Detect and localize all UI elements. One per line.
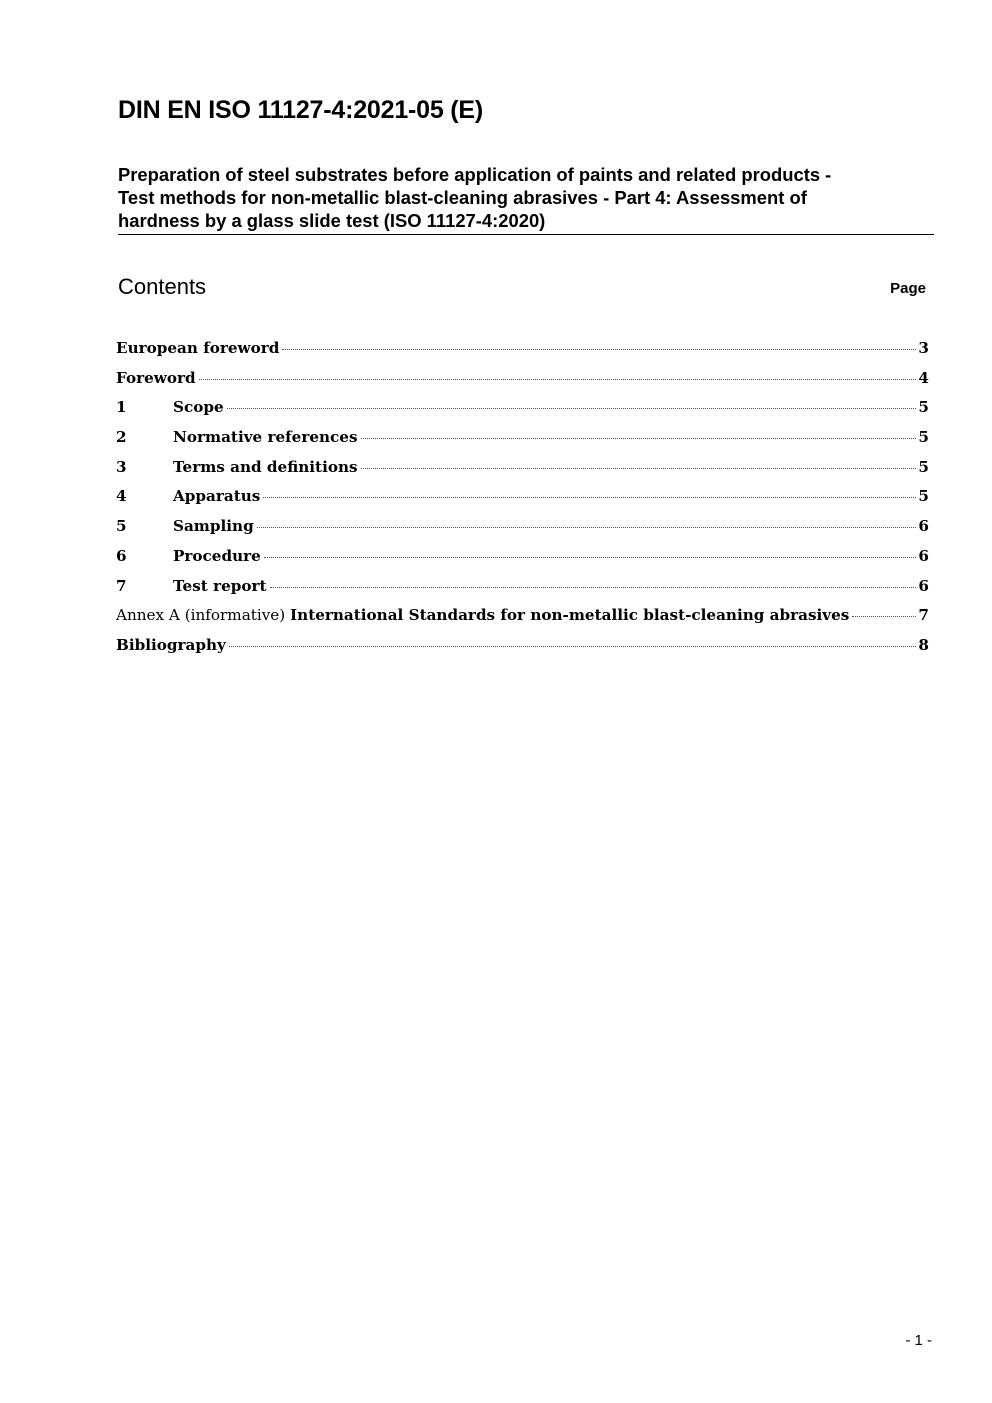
document-title-line: hardness by a glass slide test (ISO 11127-4:2020) xyxy=(118,210,546,231)
document-id: DIN EN ISO 11127-4:2021-05 (E) xyxy=(118,96,484,124)
toc-dot-leader xyxy=(264,557,917,558)
toc-entry[interactable] xyxy=(116,545,929,575)
toc-entry-title: Bibliography xyxy=(116,635,226,654)
toc-entry-title: Foreword xyxy=(116,368,196,387)
toc-entry-number: 3 xyxy=(116,457,127,476)
toc-entry-page: 3 xyxy=(918,339,929,357)
toc-dot-leader xyxy=(263,497,916,498)
toc-entry-annex-prefix: Annex A (informative) xyxy=(116,606,291,625)
page-column-label: Page xyxy=(890,280,926,297)
toc-entry[interactable] xyxy=(116,456,929,486)
toc-dot-leader xyxy=(361,468,917,469)
toc-dot-leader xyxy=(361,438,917,439)
toc-dot-leader xyxy=(282,349,916,350)
toc-entry-page: 8 xyxy=(918,635,929,654)
toc-dot-leader xyxy=(227,408,917,409)
toc-dot-leader xyxy=(257,527,917,528)
toc-entry-number: 5 xyxy=(116,517,127,536)
toc-entry[interactable] xyxy=(116,634,929,664)
toc-dot-leader xyxy=(852,616,916,617)
toc-entry[interactable] xyxy=(116,337,929,367)
toc-entry-page: 5 xyxy=(918,457,929,476)
document-title-line: Preparation of steel substrates before application of paints and related products - xyxy=(118,164,832,185)
document-title xyxy=(118,163,934,235)
toc-entry-title xyxy=(116,604,849,626)
toc-entry-number: 4 xyxy=(116,487,127,506)
toc-entry-page: 7 xyxy=(918,606,929,625)
toc-entry-page: 5 xyxy=(918,428,929,447)
toc-entry-annex-title: International Standards for non-metallic blast-cleaning abrasives xyxy=(290,606,850,625)
toc-entry-title: Sampling xyxy=(173,517,254,536)
toc-entry-page: 5 xyxy=(918,487,929,506)
toc-entry-title: Apparatus xyxy=(173,487,261,506)
toc-entry[interactable] xyxy=(116,575,929,605)
toc-entry-page: 4 xyxy=(918,368,929,387)
toc-entry-number: 1 xyxy=(116,398,127,417)
toc-dot-leader xyxy=(229,646,917,647)
toc-entry-title: Normative references xyxy=(173,428,358,447)
toc-entry-page: 6 xyxy=(918,546,929,565)
table-of-contents xyxy=(116,337,929,664)
toc-entry[interactable] xyxy=(116,515,929,545)
document-title-line: Test methods for non-metallic blast-cleaning abrasives - Part 4: Assessment of xyxy=(118,187,807,208)
toc-entry[interactable] xyxy=(116,396,929,426)
toc-entry-page: 5 xyxy=(918,398,929,417)
toc-entry-title: Scope xyxy=(173,398,224,417)
toc-entry[interactable] xyxy=(116,426,929,456)
toc-entry[interactable] xyxy=(116,485,929,515)
toc-dot-leader xyxy=(199,379,917,380)
toc-entry-title: Terms and definitions xyxy=(173,457,358,476)
contents-heading: Contents xyxy=(118,274,207,299)
toc-entry-annex[interactable] xyxy=(116,604,929,634)
toc-entry-number: 6 xyxy=(116,546,127,565)
toc-entry-title: European foreword xyxy=(116,339,280,357)
toc-entry-number: 7 xyxy=(116,576,127,595)
page-number: - 1 - xyxy=(905,1332,932,1349)
toc-entry-page: 6 xyxy=(918,517,929,536)
toc-entry-number: 2 xyxy=(116,428,127,447)
toc-entry-title: Test report xyxy=(173,576,267,595)
toc-entry-title: Procedure xyxy=(173,546,261,565)
toc-entry[interactable] xyxy=(116,367,929,397)
toc-entry-page: 6 xyxy=(918,576,929,595)
toc-dot-leader xyxy=(270,587,917,588)
